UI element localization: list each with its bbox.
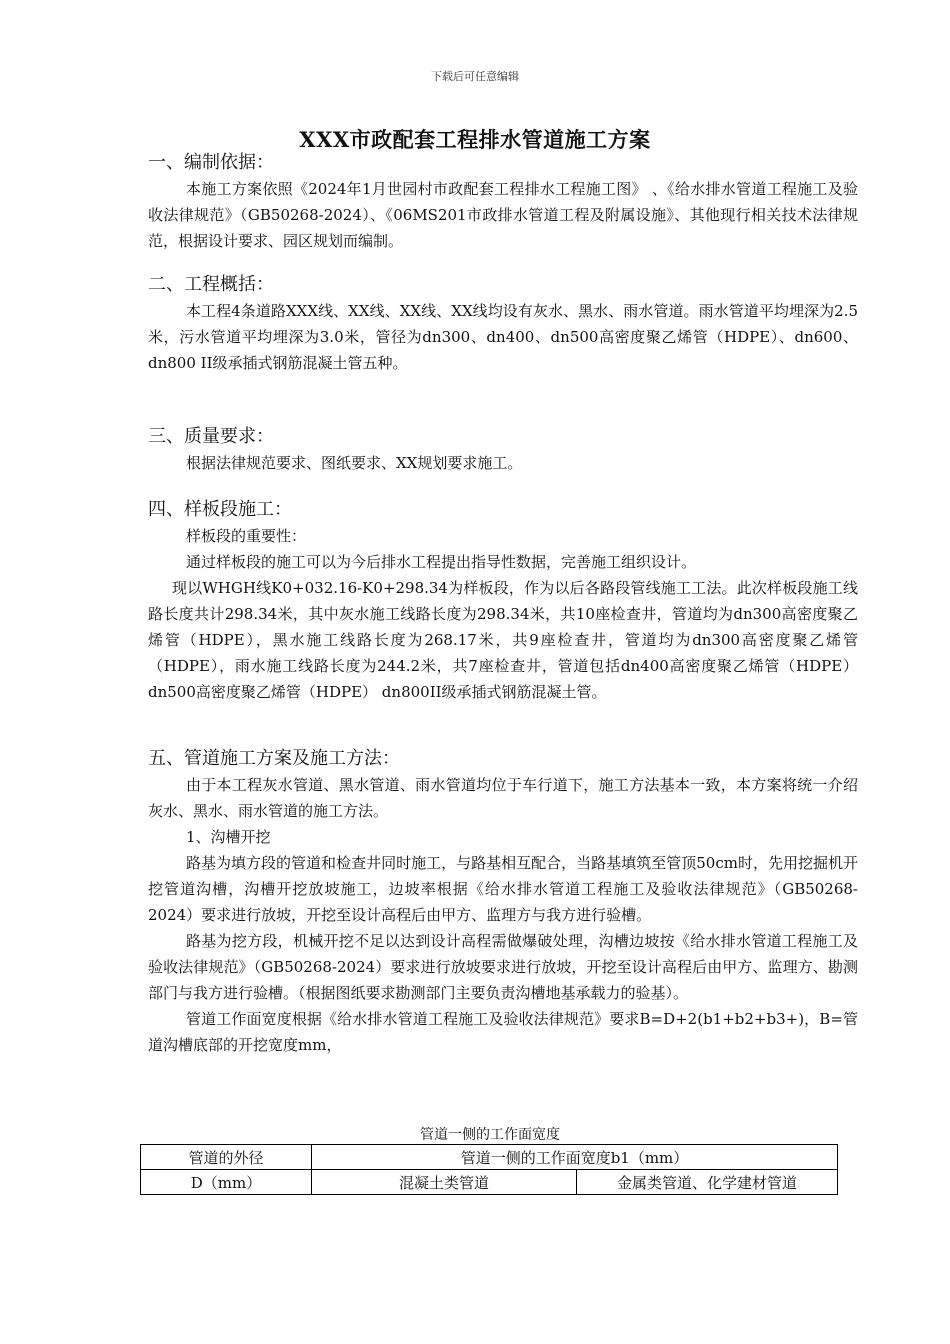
paragraph: 根据法律规范要求、图纸要求、XX规划要求施工。: [186, 454, 523, 472]
section-heading: 三、质量要求：: [148, 426, 274, 447]
paragraph: 由于本工程灰水管道、黑水管道、雨水管道均位于车行道下，施工方法基本一致，本方案将统一介绍灰水、黑水、雨水管道的施工方法。: [148, 776, 858, 820]
paragraph: 现以WHGH线K0+032.16-K0+298.34为样板段，作为以后各路段管线施工工法。此次样板段施工线路长度共计298.34米，其中灰水施工线路长度为298.34米，共10座检查井，管道均为dn300高密度聚乙烯管（HDPE），黑水施工线路长度为268.17米，共9座检查井，管道均为dn300高密度聚乙烯管（HDPE），雨水施工线路长度为244.2米，共7座检查井，管道包括dn400高密度聚乙烯管（HDPE） dn500高密度聚乙烯管（HDPE） dn800II级承插式钢筋混凝土管。: [148, 579, 858, 701]
section-5: [148, 746, 858, 1058]
table-caption: 管道一侧的工作面宽度: [420, 1127, 560, 1143]
table-row: [141, 1170, 838, 1195]
paragraph: 本施工方案依照《2024年1月世园村市政配套工程排水工程施工图》 、《给水排水管道工程施工及验收法律规范》（GB50268-2024）、《06MS201市政排水管道工程及附属设施》、其他现行相关技术法律规范，根据设计要求、园区规划而编制。: [148, 180, 858, 250]
paragraph: 管道工作面宽度根据《给水排水管道工程施工及验收法律规范》要求B=D+2(b1+b2+b3+)，B=管道沟槽底部的开挖宽度mm，: [148, 1010, 858, 1054]
table-row: [141, 1145, 838, 1170]
paragraph: 通过样板段的施工可以为今后排水工程提出指导性数据，完善施工组织设计。: [186, 553, 697, 571]
paragraph: 路基为填方段的管道和检查井同时施工，与路基相互配合，当路基填筑至管顶50cm时，先用挖掘机开挖管道沟槽，沟槽开挖放坡施工，边坡率根据《给水排水管道工程施工及验收法律规范》（GB50268-2024）要求进行放坡，开挖至设计高程后由甲方、监理方与我方进行验槽。: [148, 854, 858, 924]
paragraph: 1、沟槽开挖: [186, 828, 271, 846]
section-1: [148, 150, 858, 254]
section-heading: 一、编制依据：: [148, 152, 274, 173]
paragraph: 样板段的重要性：: [186, 527, 307, 545]
section-4: [148, 497, 858, 705]
table-cell: D（mm）: [141, 1170, 312, 1195]
document-title: XXX市政配套工程排水管道施工方案: [299, 127, 651, 152]
paragraph: 路基为挖方段，机械开挖不足以达到设计高程需做爆破处理，沟槽边坡按《给水排水管道工程施工及验收法律规范》（GB50268-2024）要求进行放坡要求进行放坡，开挖至设计高程后由甲方、监理方、勘测部门与我方进行验槽。（根据图纸要求勘测部门主要负责沟槽地基承载力的验基）。: [148, 932, 858, 1002]
section-3: [148, 424, 858, 476]
section-2: [148, 272, 858, 376]
table-cell: 管道一侧的工作面宽度b1（mm）: [312, 1145, 838, 1170]
table-cell: 金属类管道、化学建材管道: [577, 1170, 838, 1195]
section-heading: 五、管道施工方案及施工方法：: [148, 748, 400, 769]
work-width-table: [140, 1144, 838, 1195]
table-cell: 混凝土类管道: [312, 1170, 577, 1195]
section-heading: 二、工程概括：: [148, 274, 274, 295]
header-note: 下载后可任意编辑: [431, 70, 519, 83]
table-cell: 管道的外径: [141, 1145, 312, 1170]
section-heading: 四、样板段施工：: [148, 499, 292, 520]
paragraph: 本工程4条道路XXX线、XX线、XX线、XX线均设有灰水、黑水、雨水管道。雨水管道平均埋深为2.5米，污水管道平均埋深为3.0米，管径为dn300、dn400、dn500高密度聚乙烯管（HDPE）、dn600、dn800 II级承插式钢筋混凝土管五种。: [148, 302, 858, 372]
